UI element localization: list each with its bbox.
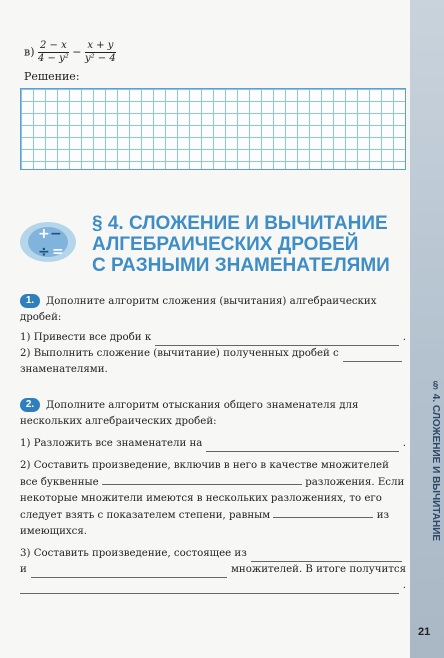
section-title	[92, 213, 392, 276]
section-title-line1: § 4. СЛОЖЕНИЕ И ВЫЧИТАНИЕ	[92, 213, 388, 234]
exercise-1	[20, 294, 406, 378]
exercise-2-step3-cont: и множителей. В итоге получится	[20, 562, 406, 578]
exercise-2-step2-blank2[interactable]	[273, 507, 373, 518]
task-expression	[24, 40, 116, 65]
exercise-1-step1-blank[interactable]	[155, 335, 399, 346]
exercise-2-step2: 2) Составить произведение, включив в него в качестве множителей все буквенные разложения. Если некоторые множители имеются в нескольких разложениях, то его следует взять с показателем степени, равным из имеющихся.	[20, 460, 405, 537]
exercise-1-step2-blank[interactable]	[343, 351, 402, 362]
answer-grid[interactable]	[20, 88, 406, 170]
exercise-1-step2: 2) Выполнить сложение (вычитание) полученных дробей с	[20, 346, 406, 362]
fraction-2-numerator: x + y	[85, 40, 116, 53]
exercise-2	[20, 398, 406, 594]
exercise-2-step3-end: .	[20, 578, 406, 594]
exercise-2-prompt: 2. Дополните алгоритм отыскания общего знаменателя для нескольких алгебраических дробей:	[20, 399, 359, 427]
exercise-1-step1: 1) Привести все дроби к .	[20, 330, 406, 346]
exercise-2-step3: 3) Составить произведение, состоящее из	[20, 546, 406, 562]
exercise-2-step3-blank2[interactable]	[31, 567, 227, 578]
svg-text:÷: ÷	[38, 244, 50, 260]
task-label: в)	[24, 45, 35, 59]
exercise-2-step1-blank[interactable]	[206, 441, 398, 452]
section-title-line2: АЛГЕБРАИЧЕСКИХ ДРОБЕЙ	[92, 234, 359, 255]
side-tab-label: § 4. СЛОЖЕНИЕ И ВЫЧИТАНИЕ	[430, 380, 441, 542]
exercise-1-step2-end: знаменателями.	[20, 364, 108, 375]
svg-text:−: −	[50, 226, 62, 242]
fraction-1-denominator: 4 − y²	[37, 53, 69, 64]
exercise-1-prompt: 1. Дополните алгоритм сложения (вычитания) алгебраических дробей:	[20, 295, 377, 323]
section-title-line3: С РАЗНЫМИ ЗНАМЕНАТЕЛЯМИ	[92, 255, 390, 276]
math-symbols-icon	[18, 218, 78, 266]
fraction-2	[85, 40, 116, 65]
fraction-1-numerator: 2 − x	[38, 40, 69, 53]
exercise-2-step2-blank1[interactable]	[102, 474, 302, 485]
svg-text:+: +	[38, 226, 50, 242]
solution-label: Решение:	[24, 70, 80, 83]
exercise-2-step3-blank1[interactable]	[251, 551, 402, 562]
minus-sign: −	[72, 45, 82, 59]
page-number: 21	[418, 626, 431, 638]
exercise-2-step1: 1) Разложить все знаменатели на .	[20, 436, 406, 452]
svg-text:=: =	[52, 244, 64, 260]
exercise-1-badge: 1.	[20, 294, 40, 308]
exercise-2-step3-blank3[interactable]	[20, 583, 399, 594]
fraction-1	[38, 40, 69, 65]
fraction-2-denominator: y² − 4	[84, 53, 116, 64]
exercise-2-badge: 2.	[20, 398, 40, 412]
